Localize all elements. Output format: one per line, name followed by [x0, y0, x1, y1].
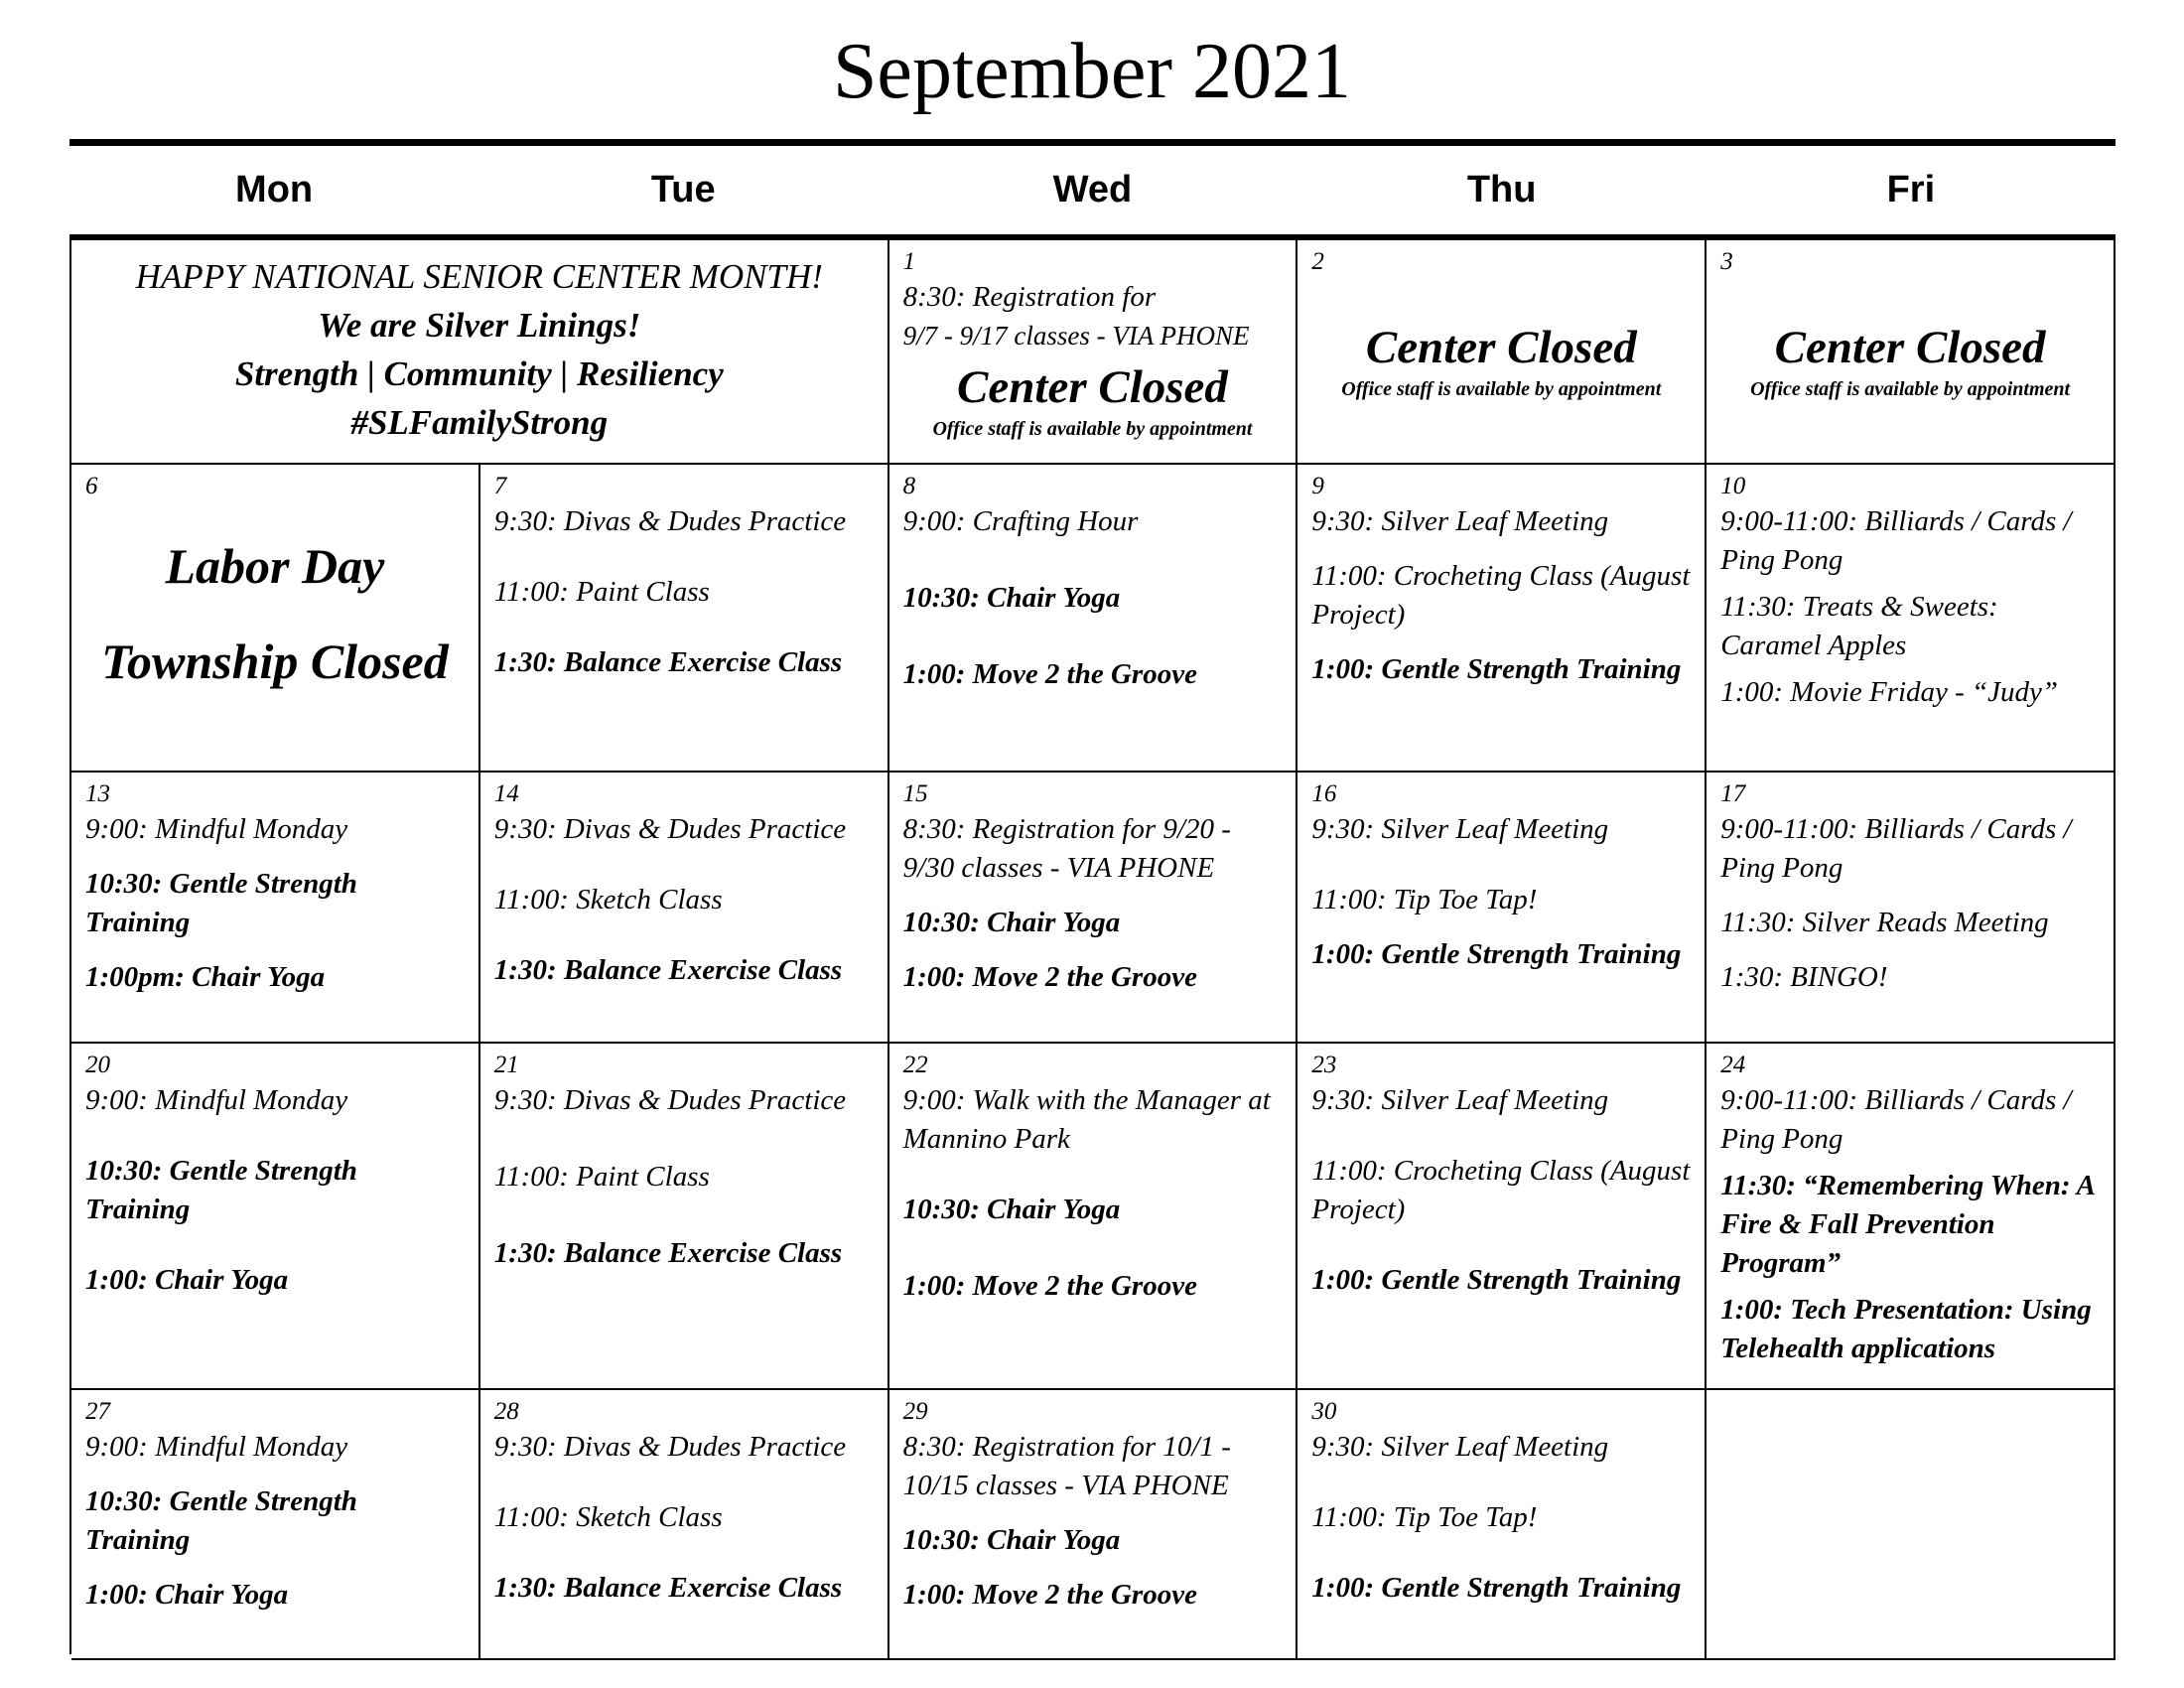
week-row-5 [71, 1390, 2116, 1660]
event: 9:00-11:00: Billiards / Cards / Ping Pong [1720, 505, 2072, 576]
event: 11:00: Tip Toe Tap! [1311, 884, 1538, 915]
weekday-wed: Wed [1052, 169, 1133, 211]
day-number: 13 [85, 780, 110, 807]
event: 1:30: Balance Exercise Class [493, 954, 843, 986]
office-note: Office staff is available by appointment [932, 418, 1253, 440]
event: 11:00: Sketch Class [493, 884, 723, 915]
day-cell-16 [1297, 773, 1706, 1042]
event: 10:30: Chair Yoga [902, 1194, 1121, 1225]
event: 1:00: Gentle Strength Training [1311, 1572, 1682, 1604]
day-number: 2 [1311, 248, 1324, 275]
event: 11:00: Sketch Class [493, 1501, 723, 1533]
day-number: 9 [1311, 473, 1324, 499]
day-cell-8 [889, 465, 1298, 771]
event: 10:30: Gentle Strength Training [85, 1485, 357, 1556]
week-row-4 [71, 1044, 2116, 1390]
week-row-2 [71, 465, 2116, 773]
day-number: 6 [85, 473, 98, 499]
event: 10:30: Chair Yoga [902, 907, 1121, 938]
day-number: 23 [1311, 1052, 1337, 1078]
day-number: 30 [1311, 1398, 1337, 1425]
event: 9:00-11:00: Billiards / Cards / Ping Pong [1720, 1084, 2072, 1155]
center-closed-label: Center Closed [1774, 322, 2046, 373]
weekday-thu: Thu [1466, 169, 1537, 211]
event: 11:30: Treats & Sweets: Caramel Apples [1720, 591, 1998, 661]
event: 9:00: Crafting Hour [902, 505, 1139, 537]
day-cell-1 [889, 240, 1298, 463]
day-cell-21 [480, 1044, 889, 1388]
banner-line-3: Strength | Community | Resiliency [234, 354, 724, 393]
day-cell-6 [71, 465, 480, 771]
banner-line-1: HAPPY NATIONAL SENIOR CENTER MONTH! [135, 257, 823, 296]
event: 9/7 - 9/17 classes - VIA PHONE [902, 321, 1250, 351]
event: 1:00: Move 2 the Groove [902, 1579, 1197, 1611]
event: 11:30: Silver Reads Meeting [1720, 907, 2049, 938]
event: 8:30: Registration for [902, 281, 1157, 313]
day-cell-30 [1297, 1390, 1706, 1658]
event: 9:30: Silver Leaf Meeting [1311, 1431, 1609, 1463]
day-cell-23 [1297, 1044, 1706, 1388]
event: 9:00: Mindful Monday [85, 1431, 348, 1463]
week-row-1 [71, 240, 2116, 465]
center-closed-label: Center Closed [957, 361, 1228, 413]
day-cell-27 [71, 1390, 480, 1658]
event: 1:00: Tech Presentation: Using Telehealth applications [1720, 1294, 2092, 1364]
day-cell-14 [480, 773, 889, 1042]
event: 11:00: Paint Class [493, 576, 710, 608]
day-cell-20 [71, 1044, 480, 1388]
day-number: 14 [493, 780, 519, 807]
event: 10:30: Gentle Strength Training [85, 868, 357, 938]
event: 1:00: Gentle Strength Training [1311, 1264, 1682, 1296]
center-closed-label: Center Closed [1365, 322, 1637, 373]
event: 11:00: Crocheting Class (August Project) [1311, 1155, 1691, 1225]
event: 9:00: Walk with the Manager at Mannino Park [902, 1084, 1271, 1155]
event: 11:00: Paint Class [493, 1161, 710, 1193]
day-number: 29 [902, 1398, 928, 1425]
day-cell-13 [71, 773, 480, 1042]
day-cell-17 [1706, 773, 2116, 1042]
day-number: 21 [493, 1052, 519, 1078]
event: 1:30: Balance Exercise Class [493, 646, 843, 678]
title-divider [69, 139, 2116, 146]
event: 11:00: Tip Toe Tap! [1311, 1501, 1538, 1533]
day-cell-3 [1706, 240, 2116, 463]
event: 9:30: Divas & Dudes Practice [493, 1431, 847, 1463]
day-number: 8 [902, 473, 916, 499]
event: 9:30: Divas & Dudes Practice [493, 813, 847, 845]
event: 1:30: Balance Exercise Class [493, 1237, 843, 1269]
day-number: 1 [902, 248, 916, 275]
event: 9:00-11:00: Billiards / Cards / Ping Pong [1720, 813, 2072, 884]
event: 1:00: Chair Yoga [85, 1264, 289, 1296]
event: 1:00: Movie Friday - “Judy” [1720, 676, 2059, 708]
township-closed-label: Township Closed [101, 633, 449, 689]
event: 9:30: Silver Leaf Meeting [1311, 505, 1609, 537]
day-number: 10 [1720, 473, 1746, 499]
page-title: September 2021 [832, 28, 1352, 115]
office-note: Office staff is available by appointment [1341, 378, 1662, 400]
banner-line-2: We are Silver Linings! [318, 306, 641, 345]
event: 1:00: Move 2 the Groove [902, 1270, 1197, 1302]
event: 8:30: Registration for 9/20 - 9/30 classes - VIA PHONE [902, 813, 1231, 884]
event: 1:00pm: Chair Yoga [85, 961, 326, 993]
banner-cell [71, 240, 889, 463]
event: 8:30: Registration for 10/1 - 10/15 classes - VIA PHONE [902, 1431, 1231, 1501]
day-cell-10 [1706, 465, 2116, 771]
day-cell-15 [889, 773, 1298, 1042]
event: 11:30: “Remembering When: A Fire & Fall Prevention Program” [1720, 1170, 2095, 1279]
day-number: 15 [902, 780, 928, 807]
event: 9:30: Silver Leaf Meeting [1311, 1084, 1609, 1116]
weekday-tue: Tue [650, 169, 716, 211]
holiday-label: Labor Day [165, 538, 385, 594]
day-cell-2 [1297, 240, 1706, 463]
empty-cell [1706, 1390, 2116, 1658]
day-number: 20 [85, 1052, 110, 1078]
event: 1:00: Gentle Strength Training [1311, 653, 1682, 685]
day-number: 27 [85, 1398, 110, 1425]
day-number: 24 [1720, 1052, 1746, 1078]
week-row-3 [71, 773, 2116, 1044]
event: 9:30: Silver Leaf Meeting [1311, 813, 1609, 845]
event: 1:00: Move 2 the Groove [902, 658, 1197, 690]
day-cell-9 [1297, 465, 1706, 771]
weekday-mon: Mon [235, 169, 314, 211]
event: 9:00: Mindful Monday [85, 1084, 348, 1116]
day-cell-7 [480, 465, 889, 771]
event: 1:00: Gentle Strength Training [1311, 938, 1682, 970]
day-number: 16 [1311, 780, 1337, 807]
event: 1:30: BINGO! [1720, 961, 1888, 993]
calendar-grid [69, 234, 2116, 1654]
event: 9:30: Divas & Dudes Practice [493, 1084, 847, 1116]
day-number: 3 [1720, 248, 1733, 275]
event: 11:00: Crocheting Class (August Project) [1311, 560, 1691, 631]
day-number: 17 [1720, 780, 1746, 807]
event: 9:00: Mindful Monday [85, 813, 348, 845]
event: 10:30: Gentle Strength Training [85, 1155, 357, 1225]
weekday-header [69, 146, 2116, 234]
event: 1:30: Balance Exercise Class [493, 1572, 843, 1604]
event: 9:30: Divas & Dudes Practice [493, 505, 847, 537]
day-number: 7 [493, 473, 507, 499]
event: 1:00: Chair Yoga [85, 1579, 289, 1611]
weekday-fri: Fri [1886, 169, 1936, 211]
day-number: 28 [493, 1398, 519, 1425]
day-cell-29 [889, 1390, 1298, 1658]
day-cell-24 [1706, 1044, 2116, 1388]
event: 1:00: Move 2 the Groove [902, 961, 1197, 993]
day-cell-28 [480, 1390, 889, 1658]
day-number: 22 [902, 1052, 928, 1078]
banner-line-4: #SLFamilyStrong [350, 403, 609, 442]
day-cell-22 [889, 1044, 1298, 1388]
event: 10:30: Chair Yoga [902, 582, 1121, 614]
office-note: Office staff is available by appointment [1750, 378, 2071, 400]
event: 10:30: Chair Yoga [902, 1524, 1121, 1556]
